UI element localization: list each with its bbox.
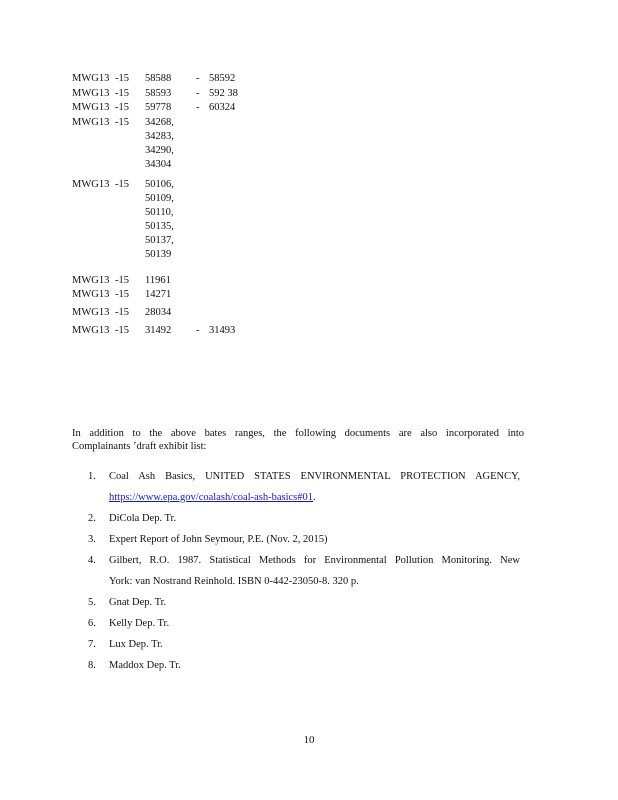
- bates-suffix: -15: [115, 289, 129, 300]
- intro-line: Complainants ’draft exhibit list:: [72, 441, 207, 452]
- bates-end: 31493: [209, 325, 236, 336]
- bates-number: 50106,: [145, 178, 174, 190]
- bates-end: 592 38: [209, 87, 238, 99]
- bates-number: 50137,: [145, 234, 174, 246]
- bates-number: 50109,: [145, 192, 174, 204]
- bates-number: 34290,: [145, 144, 174, 156]
- exhibit-link-line: [109, 487, 520, 508]
- bates-prefix: MWG13: [72, 73, 110, 84]
- exhibit-item: [88, 634, 520, 655]
- bates-start: 31492: [145, 325, 172, 336]
- bates-prefix: MWG13: [72, 87, 110, 99]
- bates-start: 14271: [145, 289, 172, 300]
- bates-dash: -: [196, 73, 200, 84]
- exhibit-item: [88, 466, 520, 508]
- bates-dash: -: [196, 102, 200, 113]
- bates-suffix: -15: [115, 325, 129, 336]
- exhibit-item: [88, 592, 520, 613]
- exhibit-text: Gnat Dep. Tr.: [109, 597, 167, 608]
- bates-end: 60324: [209, 102, 236, 113]
- bates-suffix: -15: [115, 73, 129, 84]
- exhibit-link-tail: .: [313, 492, 316, 503]
- bates-prefix: MWG13: [72, 325, 110, 336]
- exhibit-number: 1.: [88, 471, 96, 482]
- bates-end: 58592: [209, 73, 236, 84]
- bates-start: 58593: [145, 87, 172, 99]
- exhibit-text: Expert Report of John Seymour, P.E. (Nov. 2, 2015): [109, 534, 328, 545]
- bates-number: 50135,: [145, 220, 174, 232]
- bates-number: 50110,: [145, 206, 174, 218]
- bates-start: 28034: [145, 307, 172, 318]
- exhibit-number: 7.: [88, 639, 96, 650]
- exhibit-text: Coal Ash Basics, UNITED STATES ENVIRONMENTAL PROTECTION AGENCY,: [109, 471, 520, 482]
- intro-paragraph: [72, 427, 524, 453]
- bates-prefix: MWG13: [72, 102, 110, 113]
- exhibit-text: DiCola Dep. Tr.: [109, 513, 177, 524]
- bates-prefix: MWG13: [72, 289, 110, 300]
- exhibit-item: [88, 508, 520, 529]
- exhibit-item: [88, 529, 520, 550]
- bates-number: 50139: [145, 248, 172, 260]
- bates-suffix: -15: [115, 102, 129, 113]
- bates-number: 34283,: [145, 130, 174, 142]
- exhibit-number: 4.: [88, 555, 96, 566]
- bates-number: 34268,: [145, 116, 174, 128]
- bates-suffix: -15: [115, 307, 129, 318]
- bates-number-list: [145, 116, 174, 172]
- bates-prefix: MWG13: [72, 274, 110, 286]
- exhibit-item: [88, 550, 520, 592]
- bates-dash: -: [196, 87, 200, 99]
- bates-number-list: [145, 178, 174, 262]
- bates-start: 59778: [145, 102, 172, 113]
- exhibit-number: 5.: [88, 597, 96, 608]
- exhibit-number: 2.: [88, 513, 96, 524]
- bates-start: 58588: [145, 73, 172, 84]
- exhibit-text: Gilbert, R.O. 1987. Statistical Methods for Environmental Pollution Monitoring. New: [109, 555, 520, 566]
- intro-line: In addition to the above bates ranges, the following documents are also incorporated into: [72, 428, 524, 439]
- exhibit-text: Lux Dep. Tr.: [109, 639, 163, 650]
- exhibit-list: [88, 466, 520, 676]
- bates-suffix: -15: [115, 116, 129, 128]
- exhibit-text: York: van Nostrand Reinhold. ISBN 0-442-23050-8. 320 p.: [109, 576, 359, 587]
- bates-prefix: MWG13: [72, 116, 110, 128]
- bates-dash: -: [196, 325, 200, 336]
- exhibit-text: Maddox Dep. Tr.: [109, 660, 181, 671]
- bates-suffix: -15: [115, 87, 129, 99]
- bates-suffix: -15: [115, 178, 129, 190]
- exhibit-text: Kelly Dep. Tr.: [109, 618, 170, 629]
- epa-coal-ash-link[interactable]: https://www.epa.gov/coalash/coal-ash-basics#01: [109, 492, 314, 503]
- exhibit-number: 3.: [88, 534, 96, 545]
- exhibit-number: 8.: [88, 660, 96, 671]
- bates-number: 34304: [145, 158, 172, 170]
- bates-prefix: MWG13: [72, 307, 110, 318]
- bates-start: 11961: [145, 274, 171, 286]
- exhibit-item: [88, 613, 520, 634]
- exhibit-number: 6.: [88, 618, 96, 629]
- bates-prefix: MWG13: [72, 178, 110, 190]
- bates-suffix: -15: [115, 274, 129, 286]
- exhibit-item: [88, 655, 520, 676]
- page-number: 10: [303, 734, 315, 746]
